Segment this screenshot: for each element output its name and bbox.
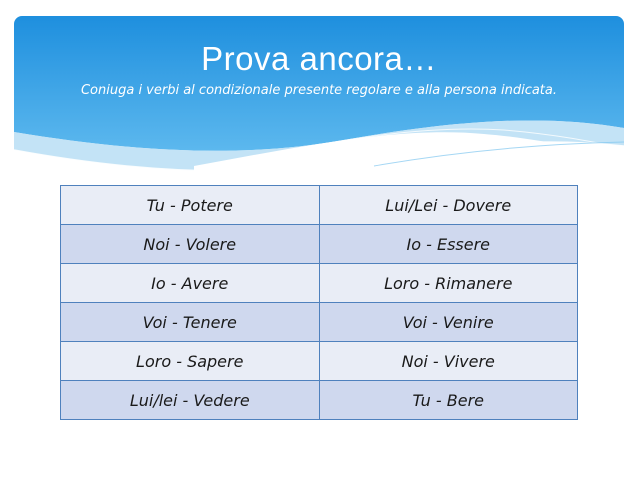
table-row — [61, 342, 578, 381]
table-cell: Io - Essere — [319, 225, 578, 264]
table-cell: Tu - Bere — [319, 381, 578, 420]
table-cell: Lui/lei - Vedere — [61, 381, 320, 420]
table-cell: Io - Avere — [61, 264, 320, 303]
table-row — [61, 264, 578, 303]
table-row — [61, 381, 578, 420]
slide-subtitle: Coniuga i verbi al condizionale presente regolare e alla persona indicata. — [80, 83, 558, 98]
table-row — [61, 303, 578, 342]
table-cell: Voi - Tenere — [61, 303, 320, 342]
slide-title: Prova ancora… — [201, 40, 437, 77]
table-cell: Voi - Venire — [319, 303, 578, 342]
table-cell: Noi - Vivere — [319, 342, 578, 381]
table-row — [61, 225, 578, 264]
table-cell: Noi - Volere — [61, 225, 320, 264]
table-cell: Lui/Lei - Dovere — [319, 186, 578, 225]
table-row — [61, 186, 578, 225]
table-cell: Loro - Sapere — [61, 342, 320, 381]
verb-table — [60, 185, 578, 420]
table-cell: Loro - Rimanere — [319, 264, 578, 303]
table-cell: Tu - Potere — [61, 186, 320, 225]
